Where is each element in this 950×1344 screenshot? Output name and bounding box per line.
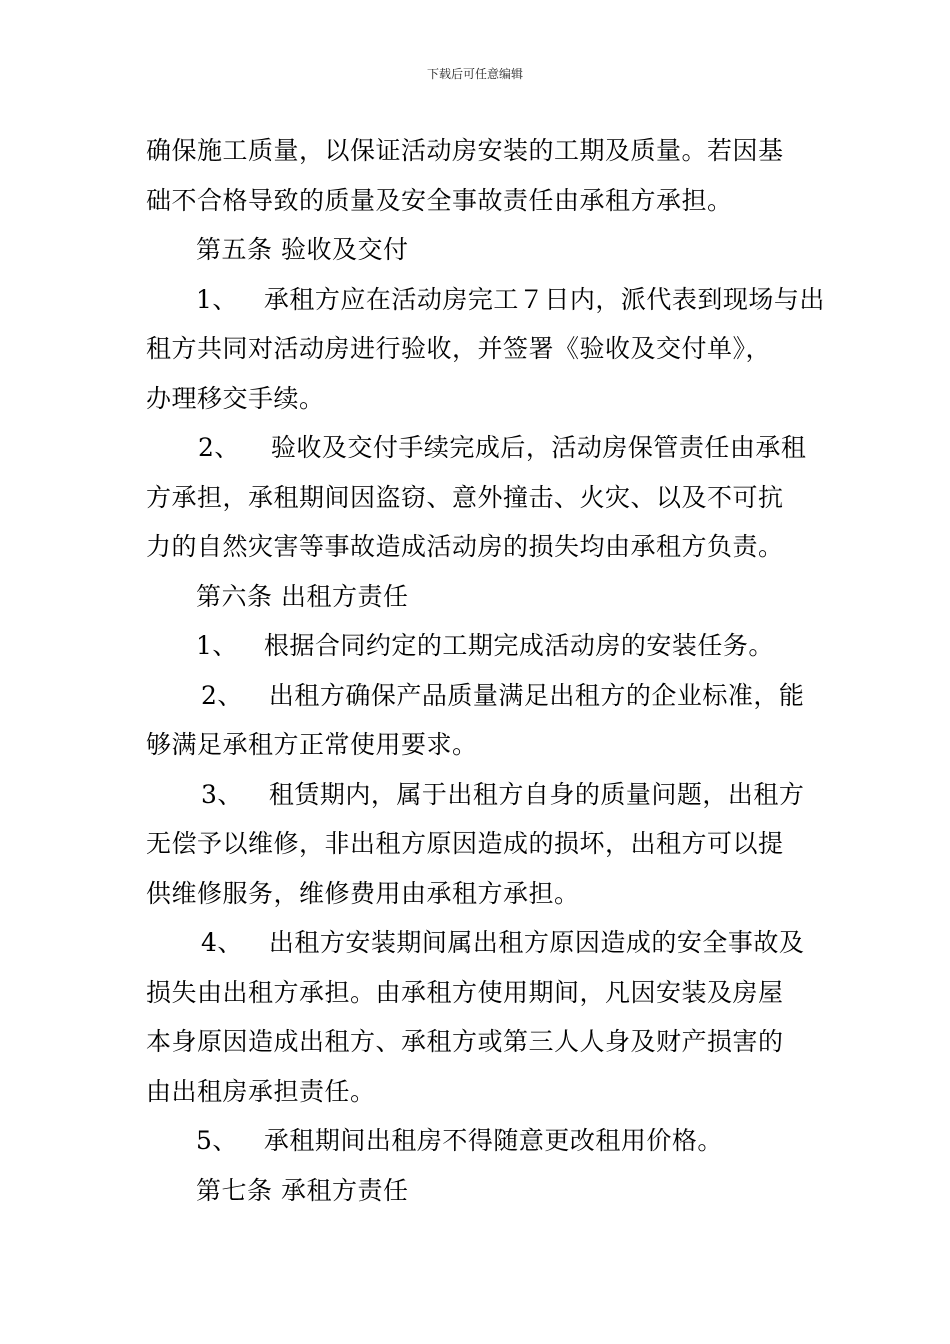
list-item-6-2 [146, 671, 806, 721]
list-text: 根据合同约定的工期完成活动房的安装任务。 [263, 631, 774, 660]
list-text: 租赁期内，属于出租方自身的质量问题，出租方 [268, 779, 805, 809]
document-body [146, 126, 825, 1215]
list-number: 1、 [196, 631, 238, 660]
list-item-6-5 [146, 1116, 806, 1166]
list-item-6-3 [146, 770, 806, 820]
list-number: 1、 [196, 284, 238, 314]
list-item-6-1 [146, 621, 806, 671]
page-header: 下载后可任意编辑 [426, 67, 523, 81]
list-text: 承租方应在活动房完工７日内，派代表到现场与出 [263, 284, 825, 314]
section-heading-7: 第七条 承租方责任 [196, 1175, 409, 1205]
list-item-5-1 [146, 275, 825, 325]
paragraph-line: 础不合格导致的质量及安全事故责任由承租方承担。 [146, 185, 733, 215]
list-number: 2、 [198, 433, 240, 462]
paragraph-line: 租方共同对活动房进行验收，并签署《验收及交付单》， [146, 334, 772, 363]
paragraph-line: 确保施工质量，以保证活动房安装的工期及质量。若因基 [146, 136, 784, 165]
list-number: 2、 [201, 680, 243, 710]
section-heading-6: 第六条 出租方责任 [196, 581, 409, 611]
paragraph-line: 供维修服务，维修费用由承租方承担。 [146, 878, 580, 908]
paragraph-line: 力的自然灾害等事故造成活动房的损失均由承租方负责。 [146, 532, 784, 561]
list-text: 出租方安装期间属出租方原因造成的安全事故及 [268, 928, 805, 957]
paragraph-line: 损失由出租方承担。由承租方使用期间，凡因安装及房屋 [146, 977, 784, 1007]
list-number: 4、 [201, 928, 243, 957]
list-number: 3、 [201, 779, 243, 809]
paragraph-line: 由出租房承担责任。 [146, 1076, 376, 1106]
paragraph-line: 够满足承租方正常使用要求。 [146, 730, 478, 759]
paragraph-line: 办理移交手续。 [146, 383, 325, 413]
paragraph-line: 本身原因造成出租方、承租方或第三人人身及财产损害的 [146, 1027, 784, 1056]
list-text: 承租期间出租房不得随意更改租用价格。 [263, 1126, 723, 1155]
paragraph-line: 无偿予以维修，非出租方原因造成的损坏，出租方可以提 [146, 829, 784, 858]
list-text: 出租方确保产品质量满足出租方的企业标准，能 [268, 680, 805, 710]
list-item-6-4 [146, 918, 806, 968]
paragraph-line: 方承担，承租期间因盗窃、意外撞击、火灾、以及不可抗 [146, 482, 784, 512]
list-item-5-2 [146, 423, 806, 473]
list-text: 验收及交付手续完成后，活动房保管责任由承租 [270, 433, 807, 462]
section-heading-5: 第五条 验收及交付 [196, 235, 409, 264]
list-number: 5、 [196, 1126, 238, 1155]
